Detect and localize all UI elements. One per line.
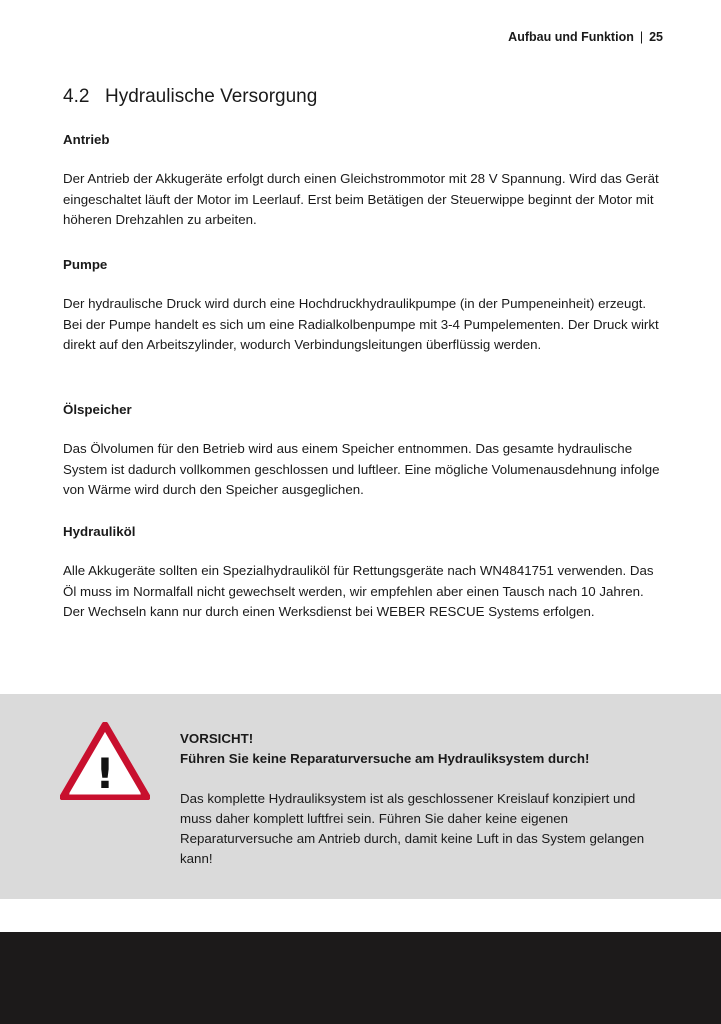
block-heading: Ölspeicher bbox=[63, 402, 132, 417]
caution-body: Das komplette Hydrauliksystem ist als geschlossener Kreislauf konzipiert und muss daher komplett luftfrei sein. Führen Sie daher keine eigenen Reparaturversuche am Antrieb durch, damit keine Luft in das System gelangen kann! bbox=[180, 791, 645, 866]
block-text: Alle Akkugeräte sollten ein Spezialhydrauliköl für Rettungsgeräte nach WN4841751 verwenden. Das Öl muss im Normalfall nicht gewechselt werden, wir empfehlen aber einen Tausch nach 10 Jahren. Der Wechseln kann nur durch einen Werksdienst bei WEBER RESCUE Systems erfolgen. bbox=[63, 563, 654, 620]
caution-title: VORSICHT! bbox=[180, 731, 254, 746]
section-title bbox=[63, 86, 317, 108]
running-header bbox=[508, 30, 663, 44]
header-separator: | bbox=[639, 30, 644, 44]
caution-text bbox=[180, 729, 650, 869]
section-number: 4.2 bbox=[63, 86, 90, 107]
block-heading: Hydrauliköl bbox=[63, 524, 136, 539]
block-text: Das Ölvolumen für den Betrieb wird aus einem Speicher entnommen. Das gesamte hydraulische System ist dadurch vollkommen geschlossen und luftleer. Eine mögliche Volumenausdehnung infolge von Wärme wird durch den Speicher ausgeglichen. bbox=[63, 441, 660, 498]
block-oelspeicher bbox=[63, 400, 663, 501]
exclamation-mark: ! bbox=[95, 749, 115, 798]
block-pumpe bbox=[63, 255, 663, 356]
chapter-title: Aufbau und Funktion bbox=[508, 30, 634, 44]
block-antrieb bbox=[63, 130, 663, 231]
block-text: Der Antrieb der Akkugeräte erfolgt durch einen Gleichstrommotor mit 28 V Spannung. Wird das Gerät eingeschaltet läuft der Motor im Leerlauf. Erst beim Betätigen der Steuerwippe beginnt der Motor mit höheren Drehzahlen zu arbeiten. bbox=[63, 171, 659, 228]
warning-triangle-icon bbox=[60, 722, 150, 800]
footer-bar bbox=[0, 932, 721, 1024]
caution-subtitle: Führen Sie keine Reparaturversuche am Hydrauliksystem durch! bbox=[180, 751, 590, 766]
page-number: 25 bbox=[649, 30, 663, 44]
block-heading: Antrieb bbox=[63, 132, 110, 147]
section-title-text: Hydraulische Versorgung bbox=[105, 86, 318, 107]
block-hydraulikoel bbox=[63, 522, 663, 623]
block-text: Der hydraulische Druck wird durch eine Hochdruckhydraulikpumpe (in der Pumpeneinheit) erzeugt. Bei der Pumpe handelt es sich um eine Radialkolbenpumpe mit 3-4 Pumpelementen. Der Druck wirkt direkt auf den Arbeitszylinder, wodurch Verbindungsleitungen überflüssig werden. bbox=[63, 296, 659, 353]
caution-box bbox=[0, 694, 721, 899]
block-heading: Pumpe bbox=[63, 257, 108, 272]
